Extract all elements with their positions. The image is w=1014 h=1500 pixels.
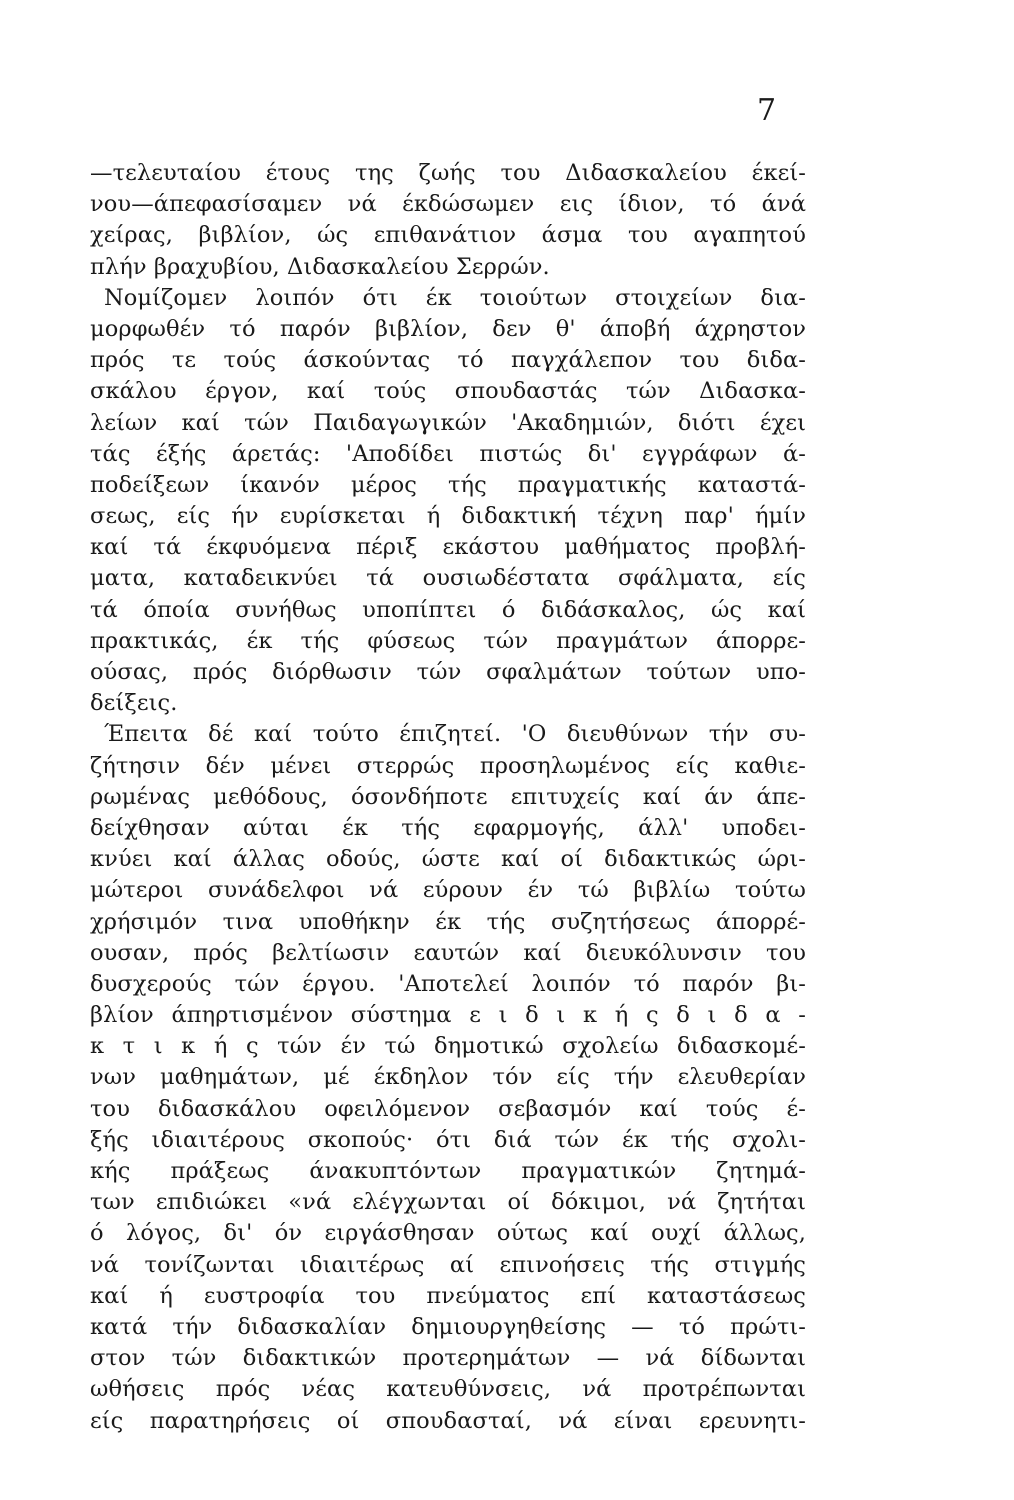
body-text (90, 158, 806, 1437)
text-line: λείων καί τών Παιδαγωγικών 'Ακαδημιών, διότι έχει (90, 409, 806, 436)
text-line: μώτεροι συνάδελφοι νά εύρουν έν τώ βιβλίω τούτω (90, 877, 806, 904)
text-line: πρός τε τούς άσκούντας τό παγχάλεπον του διδα- (90, 347, 806, 374)
text-line: καί τά έκφυόμενα πέριξ εκάστου μαθήματος προβλή- (90, 534, 806, 561)
text-line: πρακτικάς, έκ τής φύσεως τών πραγμάτων άπορρε- (90, 627, 806, 654)
text-line: κνύει καί άλλας οδούς, ώστε καί οί διδακτικώς ώρι- (90, 846, 806, 873)
text-line: σκάλου έργον, καί τούς σπουδαστάς τών Διδασκα- (90, 378, 806, 405)
text-line: ούσας, πρός διόρθωσιν τών σφαλμάτων τούτων υπο- (90, 659, 806, 685)
text-line: των επιδιώκει «νά ελέγχωνται οί δόκιμοι, νά ζητήται (90, 1189, 806, 1216)
text-line: βλίον άπηρτισμένον σύστημα ε ι δ ι κ ή ς δ ι δ α - (90, 1002, 806, 1029)
text-line: κής πράξεως άνακυπτόντων πραγματικών ζητημά- (90, 1158, 806, 1184)
text-line: στον τών διδακτικών προτερημάτων — νά δίδωνται (90, 1345, 806, 1372)
text-line: ποδείξεων ίκανόν μέρος τής πραγματικής καταστά- (90, 471, 806, 498)
text-line: νου—άπεφασίσαμεν νά έκδώσωμεν εις ίδιον, τό άνά (90, 191, 806, 218)
text-line: νά τονίζωνται ιδιαιτέρως αί επινοήσεις τής στιγμής (90, 1251, 806, 1278)
text-line: Νομίζομεν λοιπόν ότι έκ τοιούτων στοιχείων δια- (104, 284, 806, 311)
text-line: ουσαν, πρός βελτίωσιν εαυτών καί διευκόλυνσιν του (90, 939, 806, 966)
text-line: ωθήσεις πρός νέας κατευθύνσεις, νά προτρέπωνται (90, 1376, 806, 1403)
text-line: είς παρατηρήσεις οί σπουδασταί, νά είναι ερευνητι- (90, 1407, 806, 1434)
text-line: —τελευταίου έτους της ζωής του Διδασκαλείου έκεί- (90, 160, 806, 186)
text-line: καί ή ευστροφία του πνεύματος επί καταστάσεως (90, 1282, 806, 1309)
text-line: κ τ ι κ ή ς τών έν τώ δημοτικώ σχολείω διδασκομέ- (90, 1033, 806, 1060)
text-line: χρήσιμόν τινα υποθήκην έκ τής συζητήσεως άπορρέ- (90, 908, 806, 935)
text-line: του διδασκάλου οφειλόμενον σεβασμόν καί τούς έ- (90, 1095, 806, 1122)
text-line: δείχθησαν αύται έκ τής εφαρμογής, άλλ' υποδει- (90, 814, 806, 841)
text-line: κατά τήν διδασκαλίαν δημιουργηθείσης — τό πρώτι- (90, 1313, 806, 1340)
page-number: 7 (757, 93, 777, 128)
text-line: τάς έξής άρετάς: 'Αποδίδει πιστώς δι' εγγράφων ά- (90, 440, 806, 467)
text-line: δυσχερούς τών έργου. 'Αποτελεί λοιπόν τό παρόν βι- (90, 970, 806, 997)
text-line: ξής ιδιαιτέρους σκοπούς· ότι διά τών έκ τής σχολι- (90, 1126, 806, 1153)
text-line: ό λόγος, δι' όν ειργάσθησαν ούτως καί ουχί άλλως, (90, 1220, 806, 1247)
text-line: ρωμένας μεθόδους, όσονδήποτε επιτυχείς καί άν άπε- (90, 783, 806, 810)
text-line: σεως, είς ήν ευρίσκεται ή διδακτική τέχνη παρ' ήμίν (90, 503, 806, 530)
text-line: ματα, καταδεικνύει τά ουσιωδέστατα σφάλματα, είς (90, 565, 806, 592)
text-line: πλήν βραχυβίου, Διδασκαλείου Σερρών. (90, 253, 550, 280)
text-line: Έπειτα δέ καί τούτο έπιζητεί. 'Ο διευθύνων τήν συ- (104, 721, 806, 748)
text-line: χείρας, βιβλίον, ώς επιθανάτιον άσμα του αγαπητού (90, 222, 806, 249)
text-line: νων μαθημάτων, μέ έκδηλον τόν είς τήν ελευθερίαν (90, 1064, 806, 1091)
text-line: μορφωθέν τό παρόν βιβλίον, δεν θ' άποβή άχρηστον (90, 315, 806, 342)
text-line: ζήτησιν δέν μένει στερρώς προσηλωμένος είς καθιε- (90, 752, 806, 779)
text-line: τά όποία συνήθως υποπίπτει ό διδάσκαλος, ώς καί (90, 596, 806, 623)
text-line: δείξεις. (90, 690, 178, 717)
